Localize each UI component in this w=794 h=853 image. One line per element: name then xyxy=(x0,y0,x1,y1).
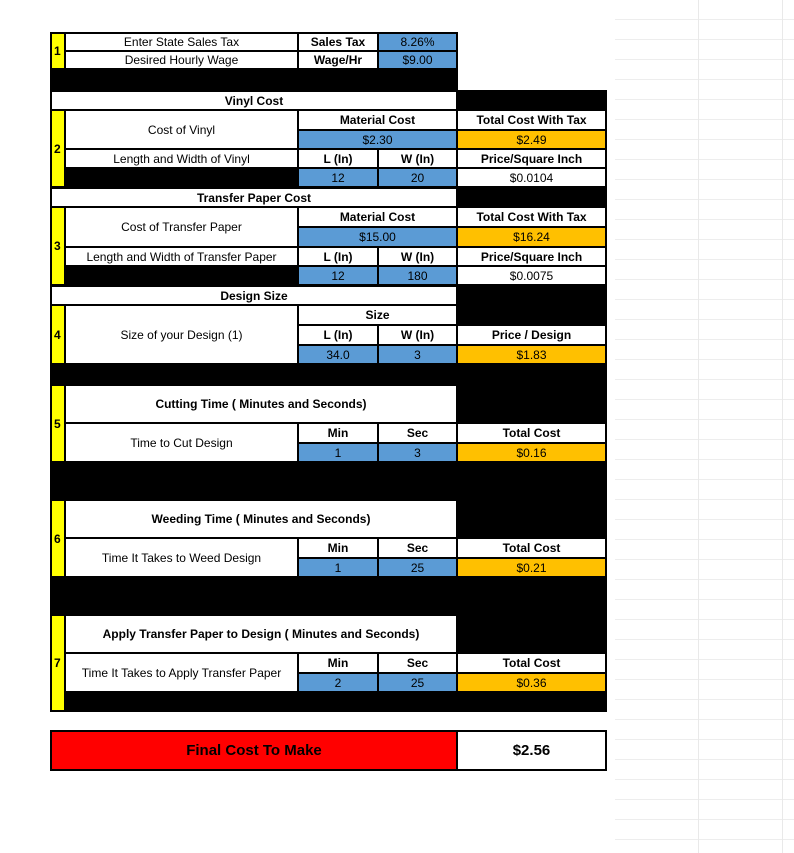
design-length-input[interactable]: 34.0 xyxy=(299,346,377,363)
weed-min-input[interactable]: 1 xyxy=(299,559,377,576)
transfer-length-input[interactable]: 12 xyxy=(299,267,377,284)
vinyl-length-header: L (In) xyxy=(299,150,377,167)
vinyl-total-tax-header: Total Cost With Tax xyxy=(458,111,605,129)
apply-sec-input[interactable]: 25 xyxy=(379,674,456,691)
weed-min-header: Min xyxy=(299,539,377,557)
vinyl-width-header: W (In) xyxy=(379,150,456,167)
weeding-time-title: Weeding Time ( Minutes and Seconds) xyxy=(66,501,456,537)
section-4-marker: 4 xyxy=(52,306,64,363)
apply-sec-header: Sec xyxy=(379,654,456,672)
weed-time-label: Time It Takes to Weed Design xyxy=(66,539,297,576)
cut-min-header: Min xyxy=(299,424,377,442)
transfer-width-input[interactable]: 180 xyxy=(379,267,456,284)
final-cost-value: $2.56 xyxy=(458,732,605,769)
sales-tax-input[interactable]: 8.26% xyxy=(379,34,456,50)
vinyl-cost-title: Vinyl Cost xyxy=(52,92,456,109)
transfer-cost-label: Cost of Transfer Paper xyxy=(66,208,297,246)
vinyl-length-input[interactable]: 12 xyxy=(299,169,377,186)
apply-min-header: Min xyxy=(299,654,377,672)
design-size-label: Size of your Design (1) xyxy=(66,306,297,363)
transfer-material-cost-header: Material Cost xyxy=(299,208,456,226)
weed-total-header: Total Cost xyxy=(458,539,605,557)
transfer-dims-label: Length and Width of Transfer Paper xyxy=(66,248,297,265)
transfer-total-tax-value: $16.24 xyxy=(458,228,605,246)
vinyl-psi-value: $0.0104 xyxy=(458,169,605,186)
section-5-marker: 5 xyxy=(52,386,64,461)
section-1-marker: 1 xyxy=(52,34,64,68)
cut-time-label: Time to Cut Design xyxy=(66,424,297,461)
cut-total-value: $0.16 xyxy=(458,444,605,461)
vinyl-total-tax-value: $2.49 xyxy=(458,131,605,148)
design-width-header: W (In) xyxy=(379,326,456,344)
sales-tax-header: Sales Tax xyxy=(299,34,377,50)
apply-transfer-title: Apply Transfer Paper to Design ( Minutes and Seconds) xyxy=(66,616,456,652)
weed-sec-header: Sec xyxy=(379,539,456,557)
vinyl-psi-header: Price/Square Inch xyxy=(458,150,605,167)
apply-min-input[interactable]: 2 xyxy=(299,674,377,691)
cut-min-input[interactable]: 1 xyxy=(299,444,377,461)
design-length-header: L (In) xyxy=(299,326,377,344)
wage-input[interactable]: $9.00 xyxy=(379,52,456,68)
transfer-psi-value: $0.0075 xyxy=(458,267,605,284)
section-6-marker: 6 xyxy=(52,501,64,576)
transfer-total-tax-header: Total Cost With Tax xyxy=(458,208,605,226)
cut-total-header: Total Cost xyxy=(458,424,605,442)
transfer-psi-header: Price/Square Inch xyxy=(458,248,605,265)
cut-sec-header: Sec xyxy=(379,424,456,442)
vinyl-material-cost-input[interactable]: $2.30 xyxy=(299,131,456,148)
section-2-marker: 2 xyxy=(52,111,64,186)
wage-header: Wage/Hr xyxy=(299,52,377,68)
vinyl-dims-label: Length and Width of Vinyl xyxy=(66,150,297,167)
design-size-title: Design Size xyxy=(52,287,456,304)
vinyl-material-cost-header: Material Cost xyxy=(299,111,456,129)
design-size-header: Size xyxy=(299,306,456,324)
transfer-paper-title: Transfer Paper Cost xyxy=(52,189,456,206)
sales-tax-label: Enter State Sales Tax xyxy=(66,34,297,50)
apply-total-value: $0.36 xyxy=(458,674,605,691)
final-cost-label: Final Cost To Make xyxy=(52,732,456,769)
price-per-design-header: Price / Design xyxy=(458,326,605,344)
apply-total-header: Total Cost xyxy=(458,654,605,672)
price-per-design-value: $1.83 xyxy=(458,346,605,363)
vinyl-width-input[interactable]: 20 xyxy=(379,169,456,186)
wage-label: Desired Hourly Wage xyxy=(66,52,297,68)
section-7-marker: 7 xyxy=(52,616,64,710)
transfer-width-header: W (In) xyxy=(379,248,456,265)
weed-sec-input[interactable]: 25 xyxy=(379,559,456,576)
vinyl-cost-label: Cost of Vinyl xyxy=(66,111,297,148)
transfer-material-cost-input[interactable]: $15.00 xyxy=(299,228,456,246)
transfer-length-header: L (In) xyxy=(299,248,377,265)
weed-total-value: $0.21 xyxy=(458,559,605,576)
design-width-input[interactable]: 3 xyxy=(379,346,456,363)
sheet-gridlines xyxy=(615,0,794,853)
cutting-time-title: Cutting Time ( Minutes and Seconds) xyxy=(66,386,456,422)
section-3-marker: 3 xyxy=(52,208,64,284)
cut-sec-input[interactable]: 3 xyxy=(379,444,456,461)
apply-time-label: Time It Takes to Apply Transfer Paper xyxy=(66,654,297,691)
